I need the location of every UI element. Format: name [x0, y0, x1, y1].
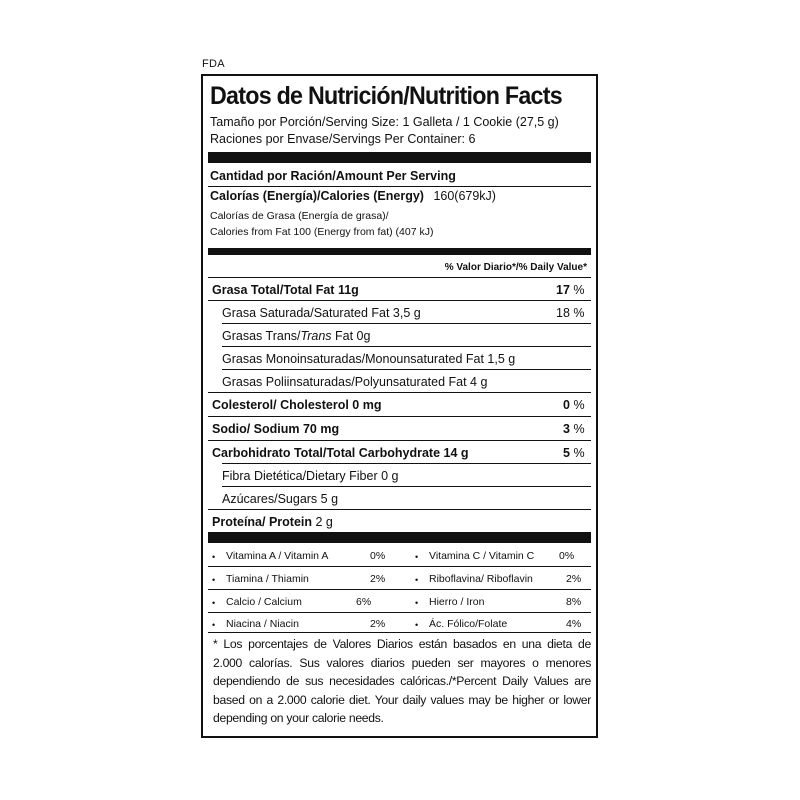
vitamin-left-label: Niacina / Niacin [226, 618, 299, 630]
divider [222, 323, 591, 324]
daily-value-header: % Valor Diario*/% Daily Value* [444, 262, 587, 273]
divider [208, 589, 591, 590]
cholesterol-pct: 0 % [563, 398, 585, 412]
cholesterol-label: Colesterol/ Cholesterol 0 mg [212, 398, 382, 412]
calories-label: Calorías (Energía)/Calories (Energy) [210, 189, 424, 203]
nutrition-facts-panel [201, 74, 598, 738]
total-fat-pct: 17 % [556, 283, 585, 297]
divider [222, 346, 591, 347]
vitamin-right-value: 2% [566, 573, 582, 585]
divider [222, 463, 591, 464]
bullet-icon: • [415, 575, 419, 585]
bullet-icon: • [415, 620, 419, 630]
vitamin-left-value: 0% [370, 550, 386, 562]
vitamin-right-value: 4% [566, 618, 582, 630]
vitamin-right-value: 8% [566, 596, 582, 608]
vitamin-right-label: Vitamina C / Vitamin C [429, 550, 535, 562]
vitamin-left-label: Calcio / Calcium [226, 596, 302, 608]
sodium-pct: 3 % [563, 422, 585, 436]
total-fat-label: Grasa Total/Total Fat 11g [212, 283, 359, 297]
carbs-label: Carbohidrato Total/Total Carbohydrate 14 g [212, 446, 469, 460]
bullet-icon: • [415, 598, 419, 608]
panel-title: Datos de Nutrición/Nutrition Facts [210, 82, 562, 110]
amount-per-serving: Cantidad por Ración/Amount Per Serving [210, 169, 456, 183]
thick-divider-vitamins [208, 532, 591, 543]
fiber-label: Fibra Dietética/Dietary Fiber 0 g [222, 469, 399, 483]
poly-fat-label: Grasas Poliinsaturadas/Polyunsaturated Fat 4 g [222, 375, 488, 389]
divider [208, 392, 591, 393]
bullet-icon: • [415, 552, 419, 562]
calories-row [210, 189, 496, 203]
sodium-label: Sodio/ Sodium 70 mg [212, 422, 340, 436]
divider [208, 300, 591, 301]
divider [208, 277, 591, 278]
vitamin-left-value: 2% [370, 618, 386, 630]
divider [208, 509, 591, 510]
protein-label: Proteína/ Protein 2 g [212, 515, 333, 529]
vitamin-right-label: Ác. Fólico/Folate [429, 618, 508, 630]
divider [208, 186, 591, 187]
mono-fat-label: Grasas Monoinsaturadas/Monounsaturated Fat 1,5 g [222, 352, 516, 366]
divider [208, 416, 591, 417]
sat-fat-label: Grasa Saturada/Saturated Fat 3,5 g [222, 306, 421, 320]
vitamin-left-value: 6% [356, 596, 372, 608]
vitamin-left-label: Vitamina A / Vitamin A [226, 550, 329, 562]
divider [208, 566, 591, 567]
calories-fat-line1: Calorías de Grasa (Energía de grasa)/ [210, 210, 389, 222]
bullet-icon: • [212, 575, 216, 585]
serving-size: Tamaño por Porción/Serving Size: 1 Galleta / 1 Cookie (27,5 g) [210, 115, 559, 129]
vitamin-left-label: Tiamina / Thiamin [226, 573, 309, 585]
divider [208, 440, 591, 441]
medium-divider [208, 248, 591, 255]
bullet-icon: • [212, 552, 216, 562]
divider [208, 612, 591, 613]
bullet-icon: • [212, 620, 216, 630]
thick-divider-top [208, 152, 591, 163]
carbs-pct: 5 % [563, 446, 585, 460]
sat-fat-pct: 18 % [556, 306, 585, 320]
vitamin-right-value: 0% [559, 550, 575, 562]
footnote: * Los porcentajes de Valores Diarios están basados en una dieta de 2.000 calorías. Sus valores diarios pueden ser mayores o menores dependiendo de sus necesidades calóricas./*Percent Daily Values are based on a 2.000 calorie diet. Your daily values may be higher or lower depending on your calorie needs. [213, 637, 591, 726]
divider [222, 369, 591, 370]
trans-fat-label: Grasas Trans/Trans Fat 0g [222, 329, 371, 343]
vitamin-left-value: 2% [370, 573, 386, 585]
vitamin-right-label: Riboflavina/ Riboflavin [429, 573, 533, 585]
nutrition-facts-inner [208, 76, 591, 736]
fda-label: FDA [202, 58, 225, 70]
divider [222, 486, 591, 487]
bullet-icon: • [212, 598, 216, 608]
vitamin-right-label: Hierro / Iron [429, 596, 485, 608]
sugars-label: Azúcares/Sugars 5 g [222, 492, 339, 506]
calories-fat-line2: Calories from Fat 100 (Energy from fat) (407 kJ) [210, 226, 434, 238]
calories-value: 160(679kJ) [433, 189, 496, 203]
divider [208, 632, 591, 633]
servings-per-container: Raciones por Envase/Servings Per Container: 6 [210, 132, 476, 146]
